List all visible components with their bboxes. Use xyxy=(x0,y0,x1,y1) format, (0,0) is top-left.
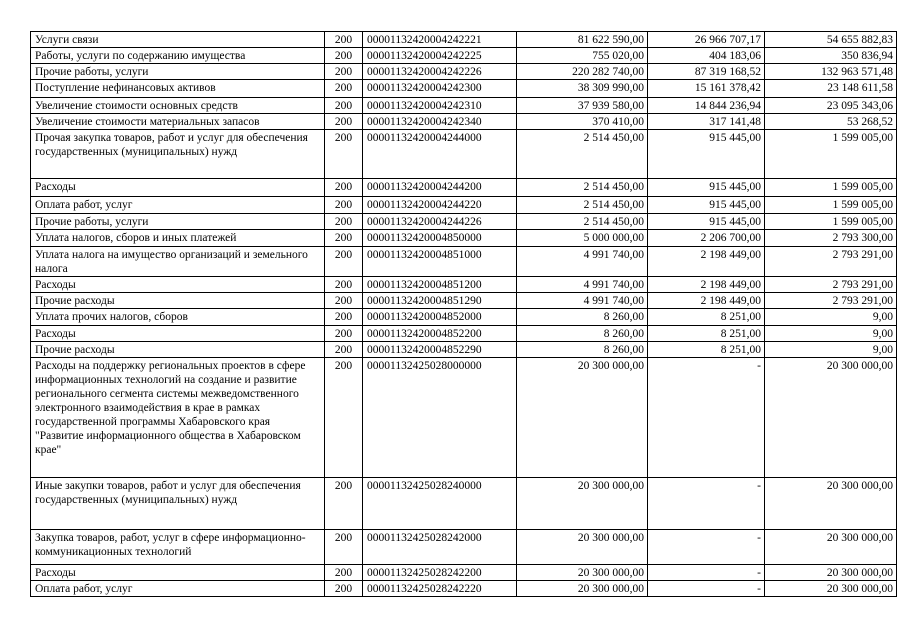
row-unexecuted-amount: 54 655 882,83 xyxy=(765,32,897,48)
row-unexecuted-amount: 9,00 xyxy=(765,309,897,326)
row-kbk-code: 00001132420004242226 xyxy=(363,64,517,80)
row-executed-amount: 2 198 449,00 xyxy=(648,247,765,277)
row-unexecuted-amount: 20 300 000,00 xyxy=(765,478,897,530)
table-row xyxy=(31,197,897,214)
row-approved-amount: 20 300 000,00 xyxy=(517,358,648,478)
row-code: 200 xyxy=(325,326,363,342)
row-code: 200 xyxy=(325,358,363,478)
row-code: 200 xyxy=(325,179,363,197)
row-executed-amount: - xyxy=(648,565,765,581)
row-approved-amount: 2 514 450,00 xyxy=(517,179,648,197)
row-unexecuted-amount: 132 963 571,48 xyxy=(765,64,897,80)
row-code: 200 xyxy=(325,230,363,247)
row-name: Расходы xyxy=(31,565,325,581)
row-unexecuted-amount: 53 268,52 xyxy=(765,114,897,130)
row-kbk-code: 00001132420004851200 xyxy=(363,277,517,293)
row-name: Расходы xyxy=(31,179,325,197)
row-kbk-code: 00001132420004244200 xyxy=(363,179,517,197)
table-row xyxy=(31,358,897,478)
table-row xyxy=(31,114,897,130)
row-executed-amount: 8 251,00 xyxy=(648,309,765,326)
row-unexecuted-amount: 20 300 000,00 xyxy=(765,581,897,597)
row-kbk-code: 00001132420004242221 xyxy=(363,32,517,48)
row-executed-amount: - xyxy=(648,358,765,478)
table-row xyxy=(31,80,897,98)
row-kbk-code: 00001132420004244000 xyxy=(363,130,517,179)
row-unexecuted-amount: 23 095 343,06 xyxy=(765,98,897,114)
row-executed-amount: 2 198 449,00 xyxy=(648,293,765,309)
row-name: Увеличение стоимости материальных запасов xyxy=(31,114,325,130)
row-name: Прочие работы, услуги xyxy=(31,64,325,80)
row-kbk-code: 00001132420004852000 xyxy=(363,309,517,326)
row-executed-amount: 2 198 449,00 xyxy=(648,277,765,293)
row-name: Увеличение стоимости основных средств xyxy=(31,98,325,114)
row-approved-amount: 2 514 450,00 xyxy=(517,197,648,214)
row-name: Иные закупки товаров, работ и услуг для обеспечения государственных (муниципальных) нужд xyxy=(31,478,325,530)
row-kbk-code: 00001132425028242220 xyxy=(363,581,517,597)
row-approved-amount: 20 300 000,00 xyxy=(517,530,648,565)
row-name: Уплата налогов, сборов и иных платежей xyxy=(31,230,325,247)
table-body xyxy=(31,32,897,597)
table-row xyxy=(31,309,897,326)
row-code: 200 xyxy=(325,530,363,565)
table-row xyxy=(31,581,897,597)
row-executed-amount: - xyxy=(648,530,765,565)
row-name: Прочие расходы xyxy=(31,293,325,309)
row-code: 200 xyxy=(325,342,363,358)
row-executed-amount: 87 319 168,52 xyxy=(648,64,765,80)
row-kbk-code: 00001132425028000000 xyxy=(363,358,517,478)
row-name: Закупка товаров, работ, услуг в сфере информационно-коммуникационных технологий xyxy=(31,530,325,565)
row-approved-amount: 8 260,00 xyxy=(517,309,648,326)
row-kbk-code: 00001132420004242310 xyxy=(363,98,517,114)
row-code: 200 xyxy=(325,309,363,326)
row-approved-amount: 20 300 000,00 xyxy=(517,581,648,597)
row-executed-amount: 2 206 700,00 xyxy=(648,230,765,247)
row-name: Прочая закупка товаров, работ и услуг для обеспечения государственных (муниципальных) нужд xyxy=(31,130,325,179)
row-name: Уплата налога на имущество организаций и земельного налога xyxy=(31,247,325,277)
row-kbk-code: 00001132420004852290 xyxy=(363,342,517,358)
row-name: Поступление нефинансовых активов xyxy=(31,80,325,98)
row-unexecuted-amount: 2 793 291,00 xyxy=(765,277,897,293)
row-kbk-code: 00001132420004851290 xyxy=(363,293,517,309)
table-row xyxy=(31,530,897,565)
row-name: Оплата работ, услуг xyxy=(31,197,325,214)
row-approved-amount: 755 020,00 xyxy=(517,48,648,64)
row-approved-amount: 8 260,00 xyxy=(517,342,648,358)
row-unexecuted-amount: 20 300 000,00 xyxy=(765,358,897,478)
row-unexecuted-amount: 1 599 005,00 xyxy=(765,179,897,197)
row-code: 200 xyxy=(325,247,363,277)
table-row xyxy=(31,230,897,247)
row-code: 200 xyxy=(325,214,363,230)
row-kbk-code: 00001132420004242225 xyxy=(363,48,517,64)
table-row xyxy=(31,32,897,48)
row-approved-amount: 4 991 740,00 xyxy=(517,247,648,277)
row-approved-amount: 2 514 450,00 xyxy=(517,214,648,230)
row-name: Работы, услуги по содержанию имущества xyxy=(31,48,325,64)
row-unexecuted-amount: 23 148 611,58 xyxy=(765,80,897,98)
table-row xyxy=(31,478,897,530)
row-code: 200 xyxy=(325,478,363,530)
row-executed-amount: 26 966 707,17 xyxy=(648,32,765,48)
table-row xyxy=(31,179,897,197)
row-name: Расходы на поддержку региональных проектов в сфере информационных технологий на создание и развитие регионального сегмента системы межведомственного электронного взаимодействия в крае в рамках государственной программы Хабаровского края "Развитие информационного общества в Хабаровском крае" xyxy=(31,358,325,478)
row-code: 200 xyxy=(325,565,363,581)
table-row xyxy=(31,342,897,358)
row-approved-amount: 81 622 590,00 xyxy=(517,32,648,48)
row-code: 200 xyxy=(325,48,363,64)
row-kbk-code: 00001132420004244226 xyxy=(363,214,517,230)
row-executed-amount: - xyxy=(648,581,765,597)
row-name: Оплата работ, услуг xyxy=(31,581,325,597)
row-kbk-code: 00001132425028242200 xyxy=(363,565,517,581)
row-executed-amount: 8 251,00 xyxy=(648,326,765,342)
row-code: 200 xyxy=(325,581,363,597)
row-unexecuted-amount: 9,00 xyxy=(765,326,897,342)
row-code: 200 xyxy=(325,130,363,179)
row-code: 200 xyxy=(325,98,363,114)
row-kbk-code: 00001132420004242300 xyxy=(363,80,517,98)
row-executed-amount: 15 161 378,42 xyxy=(648,80,765,98)
row-unexecuted-amount: 20 300 000,00 xyxy=(765,565,897,581)
row-approved-amount: 4 991 740,00 xyxy=(517,293,648,309)
row-name: Услуги связи xyxy=(31,32,325,48)
row-executed-amount: 317 141,48 xyxy=(648,114,765,130)
budget-execution-table xyxy=(30,31,897,597)
row-code: 200 xyxy=(325,293,363,309)
row-code: 200 xyxy=(325,277,363,293)
row-kbk-code: 00001132420004850000 xyxy=(363,230,517,247)
row-kbk-code: 00001132420004244220 xyxy=(363,197,517,214)
table-row xyxy=(31,326,897,342)
table-row xyxy=(31,98,897,114)
table-row xyxy=(31,565,897,581)
row-approved-amount: 5 000 000,00 xyxy=(517,230,648,247)
row-approved-amount: 2 514 450,00 xyxy=(517,130,648,179)
row-unexecuted-amount: 1 599 005,00 xyxy=(765,214,897,230)
row-kbk-code: 00001132425028242000 xyxy=(363,530,517,565)
row-executed-amount: 8 251,00 xyxy=(648,342,765,358)
row-name: Расходы xyxy=(31,326,325,342)
row-approved-amount: 4 991 740,00 xyxy=(517,277,648,293)
row-approved-amount: 8 260,00 xyxy=(517,326,648,342)
row-kbk-code: 00001132420004852200 xyxy=(363,326,517,342)
row-approved-amount: 220 282 740,00 xyxy=(517,64,648,80)
row-unexecuted-amount: 2 793 291,00 xyxy=(765,247,897,277)
row-executed-amount: 915 445,00 xyxy=(648,214,765,230)
row-code: 200 xyxy=(325,80,363,98)
row-kbk-code: 00001132420004851000 xyxy=(363,247,517,277)
table-row xyxy=(31,64,897,80)
row-executed-amount: 915 445,00 xyxy=(648,197,765,214)
row-kbk-code: 00001132425028240000 xyxy=(363,478,517,530)
row-executed-amount: 915 445,00 xyxy=(648,130,765,179)
row-approved-amount: 20 300 000,00 xyxy=(517,478,648,530)
row-unexecuted-amount: 2 793 300,00 xyxy=(765,230,897,247)
row-executed-amount: 404 183,06 xyxy=(648,48,765,64)
row-approved-amount: 38 309 990,00 xyxy=(517,80,648,98)
row-name: Прочие расходы xyxy=(31,342,325,358)
table-row xyxy=(31,293,897,309)
row-code: 200 xyxy=(325,114,363,130)
row-executed-amount: 14 844 236,94 xyxy=(648,98,765,114)
row-name: Прочие работы, услуги xyxy=(31,214,325,230)
row-unexecuted-amount: 9,00 xyxy=(765,342,897,358)
row-unexecuted-amount: 2 793 291,00 xyxy=(765,293,897,309)
row-approved-amount: 37 939 580,00 xyxy=(517,98,648,114)
table-row xyxy=(31,130,897,179)
row-unexecuted-amount: 1 599 005,00 xyxy=(765,130,897,179)
row-unexecuted-amount: 1 599 005,00 xyxy=(765,197,897,214)
row-name: Расходы xyxy=(31,277,325,293)
table-row xyxy=(31,48,897,64)
row-name: Уплата прочих налогов, сборов xyxy=(31,309,325,326)
row-code: 200 xyxy=(325,64,363,80)
row-kbk-code: 00001132420004242340 xyxy=(363,114,517,130)
row-code: 200 xyxy=(325,32,363,48)
table-row xyxy=(31,247,897,277)
table-row xyxy=(31,277,897,293)
row-executed-amount: 915 445,00 xyxy=(648,179,765,197)
row-code: 200 xyxy=(325,197,363,214)
row-unexecuted-amount: 20 300 000,00 xyxy=(765,530,897,565)
row-approved-amount: 20 300 000,00 xyxy=(517,565,648,581)
table-row xyxy=(31,214,897,230)
row-approved-amount: 370 410,00 xyxy=(517,114,648,130)
row-executed-amount: - xyxy=(648,478,765,530)
row-unexecuted-amount: 350 836,94 xyxy=(765,48,897,64)
